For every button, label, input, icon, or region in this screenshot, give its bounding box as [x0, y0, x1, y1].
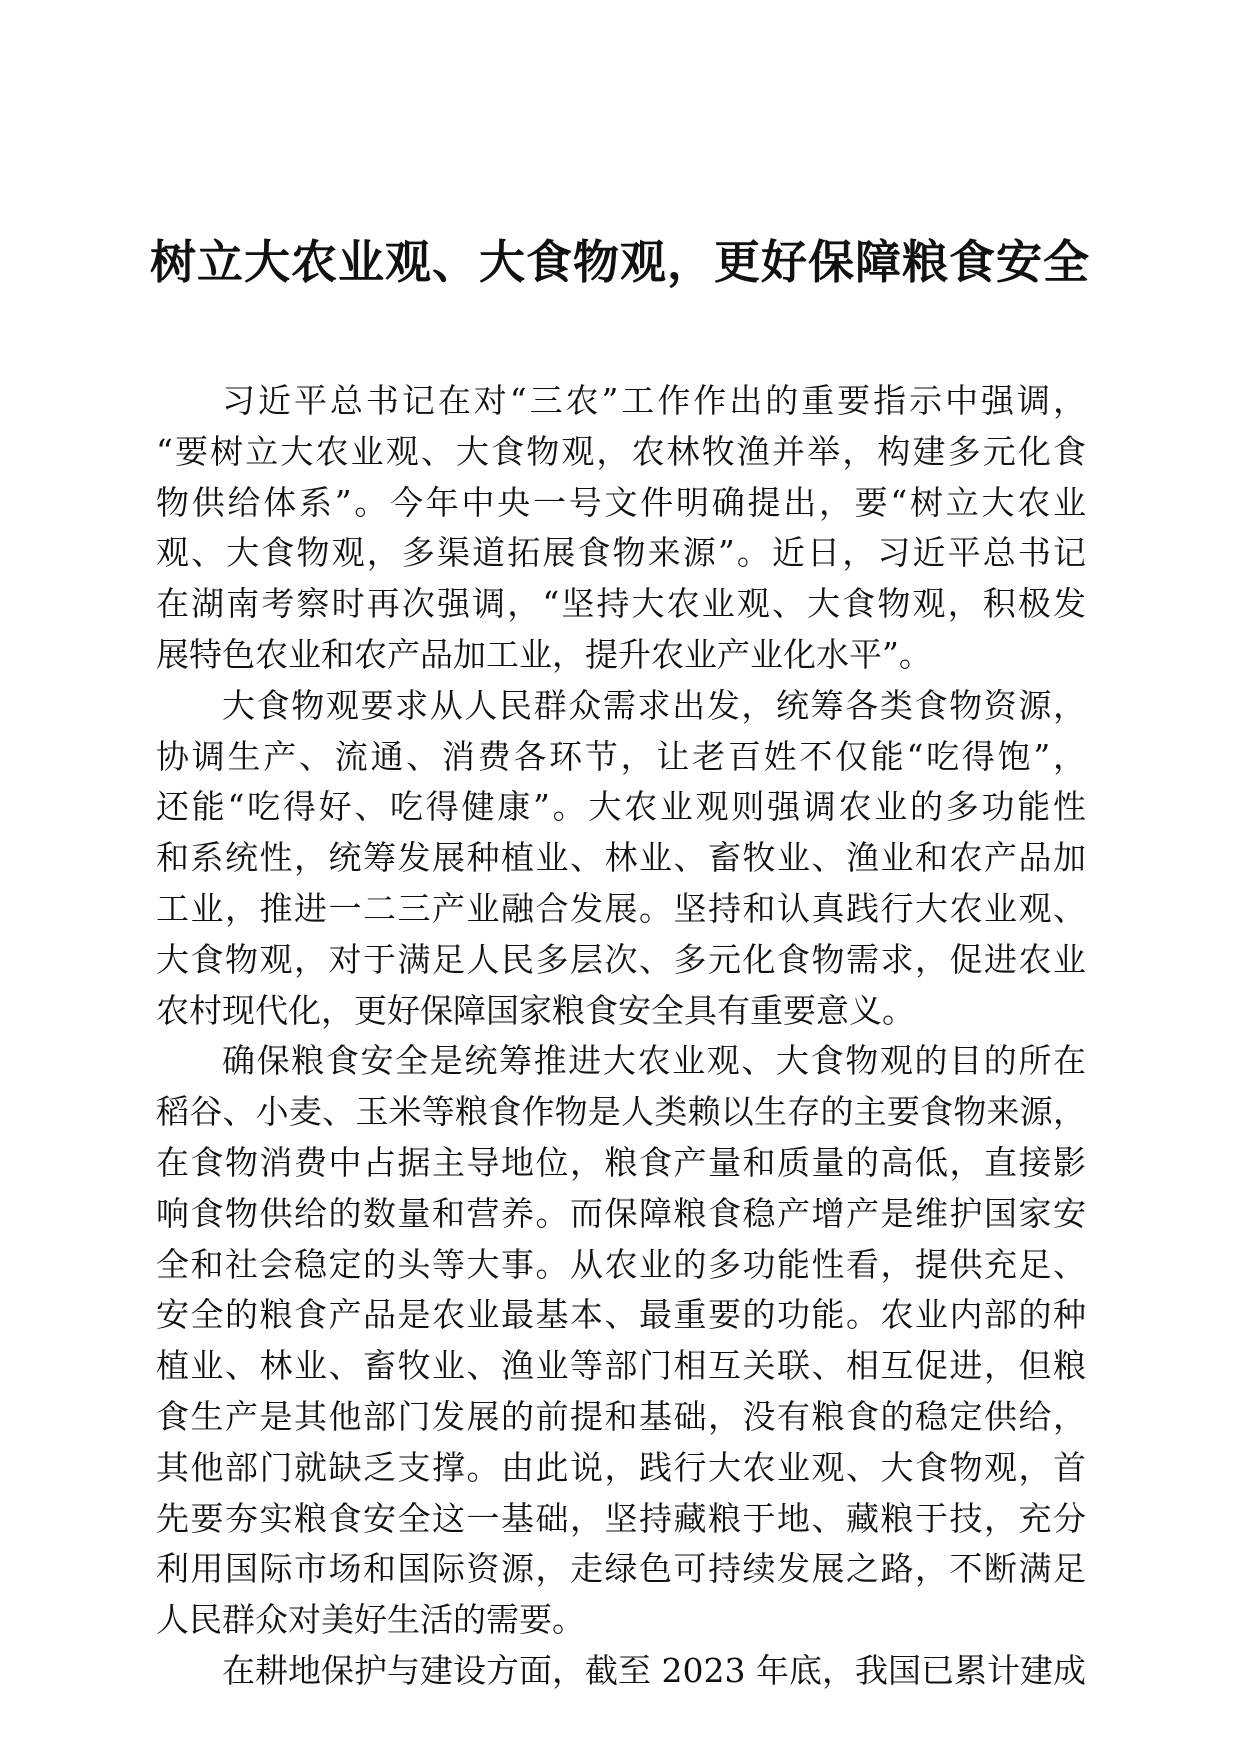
text-line: 农村现代化，更好保障国家粮食安全具有重要意义。 — [156, 990, 915, 1030]
text-line: 食生产是其他部门发展的前提和基础，没有粮食的稳定供给， — [156, 1396, 1086, 1436]
paragraph-2 — [156, 681, 1086, 1037]
text-line: 稻谷、小麦、玉米等粮食作物是人类赖以生存的主要食物来源， — [156, 1092, 1086, 1132]
text-line: 其他部门就缺乏支撑。由此说，践行大农业观、大食物观，首 — [156, 1447, 1086, 1487]
text-line: 安全的粮食产品是农业最基本、最重要的功能。农业内部的种 — [156, 1295, 1086, 1335]
text-line: 利用国际市场和国际资源，走绿色可持续发展之路，不断满足 — [156, 1549, 1086, 1589]
text-line: 在湖南考察时再次强调，“坚持大农业观、大食物观，积极发 — [156, 584, 1086, 624]
text-line: 物供给体系”。今年中央一号文件明确提出，要“树立大农业 — [156, 482, 1086, 522]
text-line: 大食物观，对于满足人民多层次、多元化食物需求，促进农业 — [156, 939, 1086, 979]
text-line: 在耕地保护与建设方面，截至 2023 年底，我国已累计建成 — [222, 1650, 1086, 1690]
text-line: 植业、林业、畜牧业、渔业等部门相互关联、相互促进，但粮 — [156, 1346, 1086, 1386]
text-line: 人民群众对美好生活的需要。 — [156, 1600, 585, 1640]
text-line: 还能“吃得好、吃得健康”。大农业观则强调农业的多功能性 — [156, 787, 1086, 827]
text-line: 展特色农业和农产品加工业，提升农业产业化水平”。 — [156, 634, 932, 674]
text-line: 和系统性，统筹发展种植业、林业、畜牧业、渔业和农产品加 — [156, 838, 1086, 878]
paragraph-4 — [156, 1646, 1086, 1697]
text-line: 大食物观要求从人民群众需求出发，统筹各类食物资源， — [222, 685, 1086, 725]
text-line: 观、大食物观，多渠道拓展食物来源”。近日，习近平总书记 — [156, 533, 1086, 573]
text-line: 确保粮食安全是统筹推进大农业观、大食物观的目的所在 — [222, 1041, 1086, 1081]
text-line: 习近平总书记在对“三农”工作作出的重要指示中强调， — [222, 381, 1086, 420]
document-body — [156, 376, 1086, 1697]
text-line: 在食物消费中占据主导地位，粮食产量和质量的高低，直接影 — [156, 1142, 1086, 1182]
text-line: 工业，推进一二三产业融合发展。坚持和认真践行大农业观、 — [156, 888, 1086, 928]
paragraph-3 — [156, 1036, 1086, 1646]
text-line: 协调生产、流通、消费各环节，让老百姓不仅能“吃得饱”， — [156, 736, 1086, 776]
text-line: “要树立大农业观、大食物观，农林牧渔并举，构建多元化食 — [156, 431, 1086, 471]
paragraph-1 — [156, 376, 1086, 681]
text-line: 响食物供给的数量和营养。而保障粮食稳产增产是维护国家安 — [156, 1193, 1086, 1233]
document-title: 树立大农业观、大食物观，更好保障粮食安全 — [150, 235, 1090, 289]
text-line: 先要夯实粮食安全这一基础，坚持藏粮于地、藏粮于技，充分 — [156, 1498, 1086, 1538]
text-line: 全和社会稳定的头等大事。从农业的多功能性看，提供充足、 — [156, 1244, 1086, 1284]
